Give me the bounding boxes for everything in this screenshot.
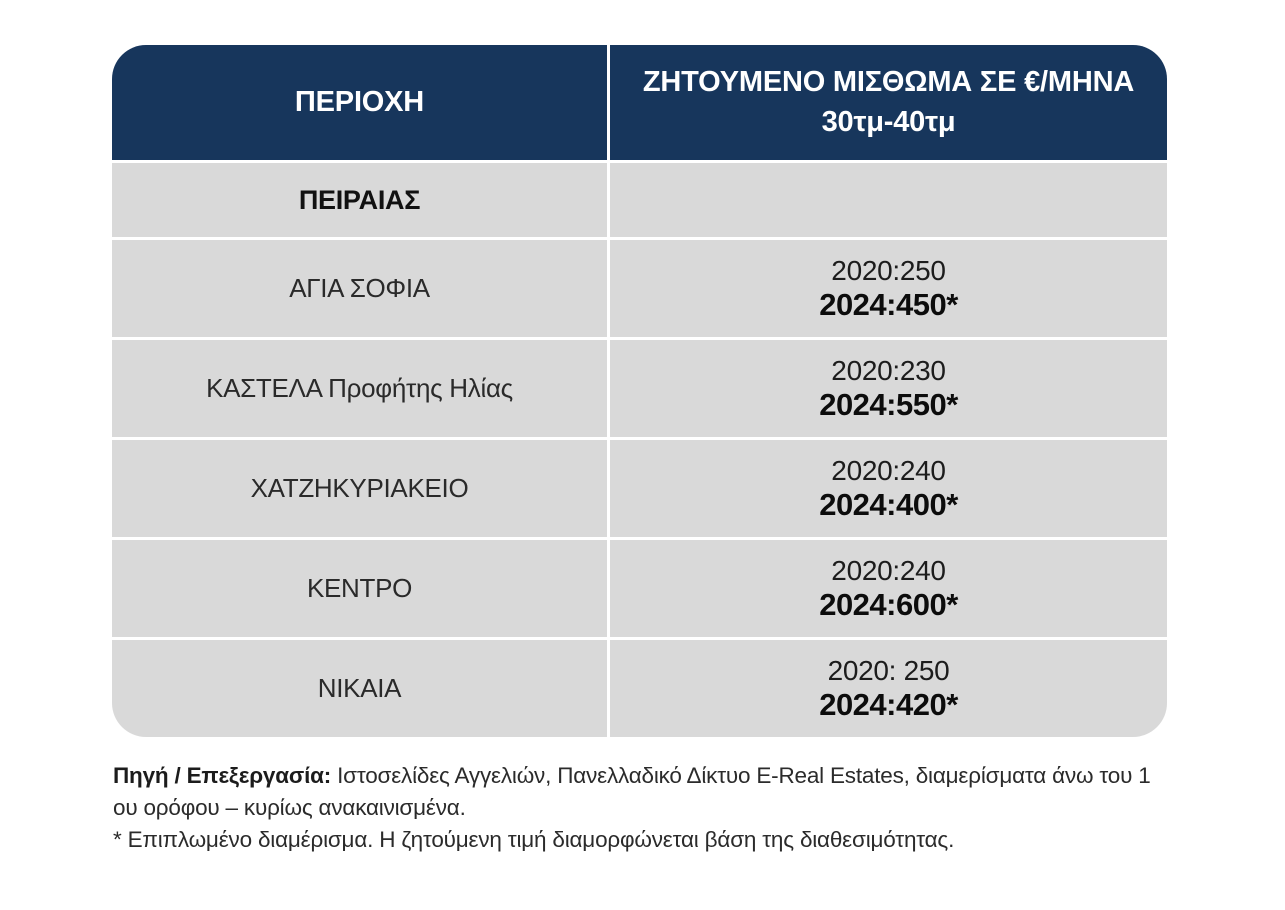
area-label: ΑΓΙΑ ΣΟΦΙΑ [289, 273, 430, 303]
table-row-area [112, 540, 607, 637]
rent-2024-value: 2024:600* [819, 586, 958, 622]
rent-table [112, 45, 1167, 737]
area-label: ΝΙΚΑΙΑ [317, 673, 402, 703]
rent-2024-value: 2024:400* [819, 486, 958, 522]
column-header-rent-line1: ΖΗΤΟΥΜΕΝΟ ΜΙΣΘΩΜΑ ΣΕ €/ΜΗΝΑ [642, 66, 1135, 99]
column-header-area-label: ΠΕΡΙΟΧΗ [294, 85, 425, 118]
table-row-area [112, 640, 607, 737]
column-header-rent [610, 45, 1167, 160]
source-note-label: Πηγή / Επεξεργασία: [113, 763, 332, 788]
section-row-empty-cell [610, 163, 1167, 237]
area-label: ΚΑΣΤΕΛΑ Προφήτης Ηλίας [206, 373, 513, 403]
rent-2020-value: 2020:250 [831, 254, 946, 286]
table-row-rent [610, 440, 1167, 537]
rent-2024-value: 2024:550* [819, 386, 958, 422]
rent-2020-value: 2020:240 [831, 554, 946, 586]
section-row-label-cell [112, 163, 607, 237]
rent-2020-value: 2020:230 [831, 354, 946, 386]
source-note-text: Ιστοσελίδες Αγγελιών, Πανελλαδικό Δίκτυο E-Real Estates, διαμερίσματα άνω του 1 ου ορόφου – κυρίως ανακαινισμένα. [113, 763, 1151, 820]
source-note [113, 760, 1178, 824]
section-label: ΠΕΙΡΑΙΑΣ [298, 184, 421, 215]
table-row-area [112, 240, 607, 337]
table-row-area [112, 440, 607, 537]
footnotes [113, 760, 1178, 856]
rent-2020-value: 2020: 250 [827, 654, 950, 686]
column-header-rent-line2: 30τμ-40τμ [821, 105, 956, 138]
asterisk-note: * Επιπλωμένο διαμέρισμα. Η ζητούμενη τιμή διαμορφώνεται βάση της διαθεσιμότητας. [113, 826, 955, 852]
area-label: ΧΑΤΖΗΚΥΡΙΑΚΕΙΟ [250, 473, 469, 503]
table-row-rent [610, 640, 1167, 737]
area-label: ΚΕΝΤΡΟ [306, 573, 413, 603]
rent-2024-value: 2024:450* [819, 286, 958, 322]
column-header-area [112, 45, 607, 160]
rent-2024-value: 2024:420* [819, 686, 958, 722]
table-row-rent [610, 340, 1167, 437]
rent-2020-value: 2020:240 [831, 454, 946, 486]
table-row-rent [610, 540, 1167, 637]
table-row-rent [610, 240, 1167, 337]
table-row-area [112, 340, 607, 437]
